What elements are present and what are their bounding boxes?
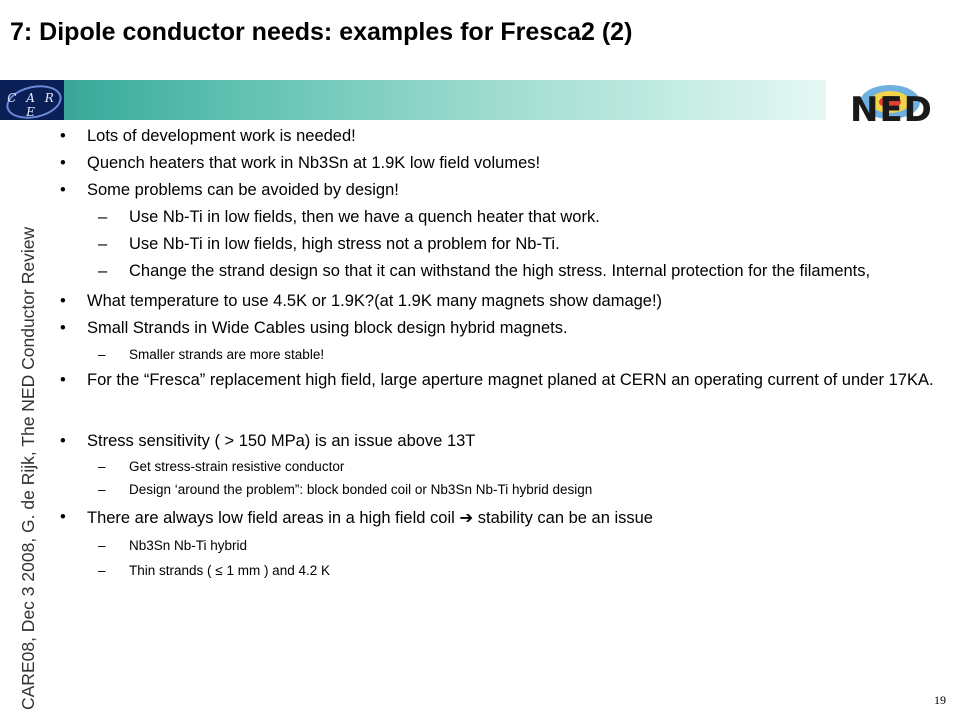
bullet-item [60, 180, 940, 201]
sub-bullet-marker: – [98, 538, 106, 553]
sub-bullet-text: Use Nb-Ti in low fields, then we have a quench heater that work. [129, 208, 600, 226]
sub-bullet-text: Nb3Sn Nb-Ti hybrid [129, 538, 248, 553]
sub-bullet-text: Get stress-strain resistive conductor [129, 459, 345, 474]
sub-bullet-marker: – [98, 563, 106, 578]
header-banner [0, 80, 826, 120]
sub-bullet-item [60, 234, 940, 255]
bullet-item [60, 431, 940, 452]
bullet-marker: • [60, 508, 66, 526]
bullet-marker: • [60, 432, 66, 450]
bullet-item [60, 318, 940, 339]
sub-bullet-marker: – [98, 208, 108, 226]
slide-title: 7: Dipole conductor needs: examples for Fresca2 (2) [10, 18, 633, 46]
sub-bullet-marker: – [98, 235, 108, 253]
bullet-item [60, 370, 940, 391]
bullet-text: What temperature to use 4.5K or 1.9K?(at 1.9K many magnets show damage!) [87, 292, 663, 310]
bullet-text: Lots of development work is needed! [87, 127, 356, 145]
bullet-marker: • [60, 181, 66, 199]
bullet-marker: • [60, 127, 66, 145]
right-arrow-icon: ➔ [459, 508, 474, 527]
sub-bullet-text: Use Nb-Ti in low fields, high stress not a problem for Nb-Ti. [129, 235, 560, 253]
sub-bullet-marker: – [98, 459, 106, 474]
bullet-text-continued: stability can be an issue [477, 509, 653, 527]
bullet-item [60, 291, 940, 312]
bullet-text: Quench heaters that work in Nb3Sn at 1.9K low field volumes! [87, 154, 541, 172]
sub-bullet-item [60, 261, 940, 282]
bullet-item [60, 126, 940, 147]
bullet-text: Some problems can be avoided by design! [87, 181, 399, 199]
ned-logo [840, 82, 940, 128]
sub-bullet-text: Design ‘around the problem”: block bonded coil or Nb3Sn Nb-Ti hybrid design [129, 482, 593, 497]
care-logo-text: C A R E [7, 91, 57, 119]
page-number: 19 [934, 693, 946, 707]
bullet-marker: • [60, 154, 66, 172]
sub-bullet-marker: – [98, 482, 106, 497]
side-caption: CARE08, Dec 3 2008, G. de Rijk, The NED Conductor Review [18, 226, 38, 710]
bullet-text: For the “Fresca” replacement high field, large aperture magnet planed at CERN an operating current of under 17KA. [87, 371, 934, 389]
bullet-text: There are always low field areas in a high field coil [87, 509, 455, 527]
ned-logo-text: NED [850, 90, 933, 130]
bullet-marker: • [60, 319, 66, 337]
sub-bullet-item [60, 537, 940, 555]
sub-bullet-item [60, 562, 940, 580]
bullet-text: Small Strands in Wide Cables using block design hybrid magnets. [87, 319, 568, 337]
care-logo [0, 80, 64, 120]
bullet-marker: • [60, 371, 66, 389]
bullet-item [60, 153, 940, 174]
sub-bullet-text: Thin strands ( ≤ 1 mm ) and 4.2 K [129, 563, 330, 578]
bullet-item [60, 507, 940, 529]
sub-bullet-item [60, 481, 940, 499]
bullet-marker: • [60, 292, 66, 310]
sub-bullet-text: Change the strand design so that it can withstand the high stress. Internal protection for the filaments, [129, 262, 871, 280]
sub-bullet-item [60, 346, 940, 364]
sub-bullet-item [60, 207, 940, 228]
bullet-text: Stress sensitivity ( > 150 MPa) is an issue above 13T [87, 432, 476, 450]
sub-bullet-text: Smaller strands are more stable! [129, 347, 325, 362]
sub-bullet-item [60, 458, 940, 476]
sub-bullet-marker: – [98, 262, 108, 280]
sub-bullet-marker: – [98, 347, 106, 362]
slide-content [60, 126, 940, 580]
